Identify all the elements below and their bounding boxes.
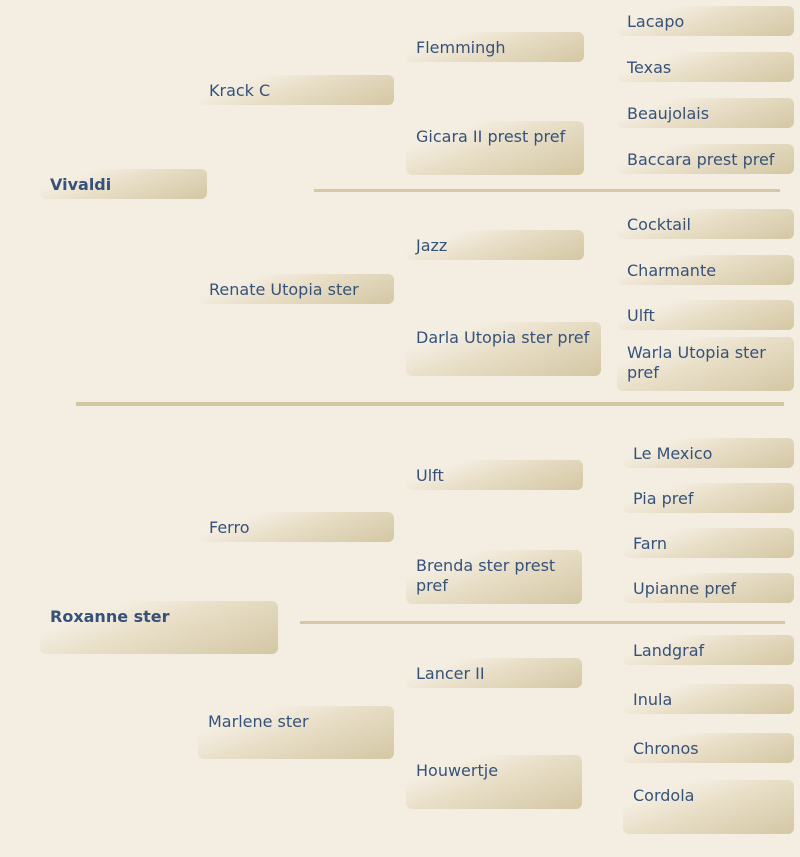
sire-dam-dam-box: Darla Utopia ster pref <box>406 322 601 376</box>
sire-quarter-divider <box>314 189 780 192</box>
dam-quarter-divider <box>300 621 785 624</box>
sire-box: Vivaldi <box>40 169 207 199</box>
ancestor-box: Beaujolais <box>617 98 794 128</box>
ancestor-box: Landgraf <box>623 635 794 665</box>
ancestor-box: Upianne pref <box>623 573 794 603</box>
sire-sire-sire-box: Flemmingh <box>406 32 584 62</box>
ancestor-box: Farn <box>623 528 794 558</box>
dam-box: Roxanne ster <box>40 601 278 654</box>
ancestor-box: Charmante <box>617 255 794 285</box>
dam-sire-box: Ferro <box>199 512 394 542</box>
dam-sire-dam-box: Brenda ster prest pref <box>406 550 582 604</box>
ancestor-box: Inula <box>623 684 794 714</box>
half-divider <box>76 402 784 406</box>
ancestor-box: Texas <box>617 52 794 82</box>
sire-sire-dam-box: Gicara II prest pref <box>406 121 584 175</box>
sire-dam-sire-box: Jazz <box>406 230 584 260</box>
ancestor-box: Cordola <box>623 780 794 834</box>
ancestor-box: Warla Utopia ster pref <box>617 337 794 391</box>
sire-sire-box: Krack C <box>199 75 394 105</box>
ancestor-box: Lacapo <box>617 6 794 36</box>
dam-sire-sire-box: Ulft <box>406 460 583 490</box>
ancestor-box: Cocktail <box>617 209 794 239</box>
dam-dam-box: Marlene ster <box>198 706 394 759</box>
dam-dam-sire-box: Lancer II <box>406 658 582 688</box>
ancestor-box: Chronos <box>623 733 794 763</box>
ancestor-box: Baccara prest pref <box>617 144 794 174</box>
ancestor-box: Ulft <box>617 300 794 330</box>
sire-dam-box: Renate Utopia ster <box>199 274 394 304</box>
dam-dam-dam-box: Houwertje <box>406 755 582 809</box>
ancestor-box: Le Mexico <box>623 438 794 468</box>
ancestor-box: Pia pref <box>623 483 794 513</box>
